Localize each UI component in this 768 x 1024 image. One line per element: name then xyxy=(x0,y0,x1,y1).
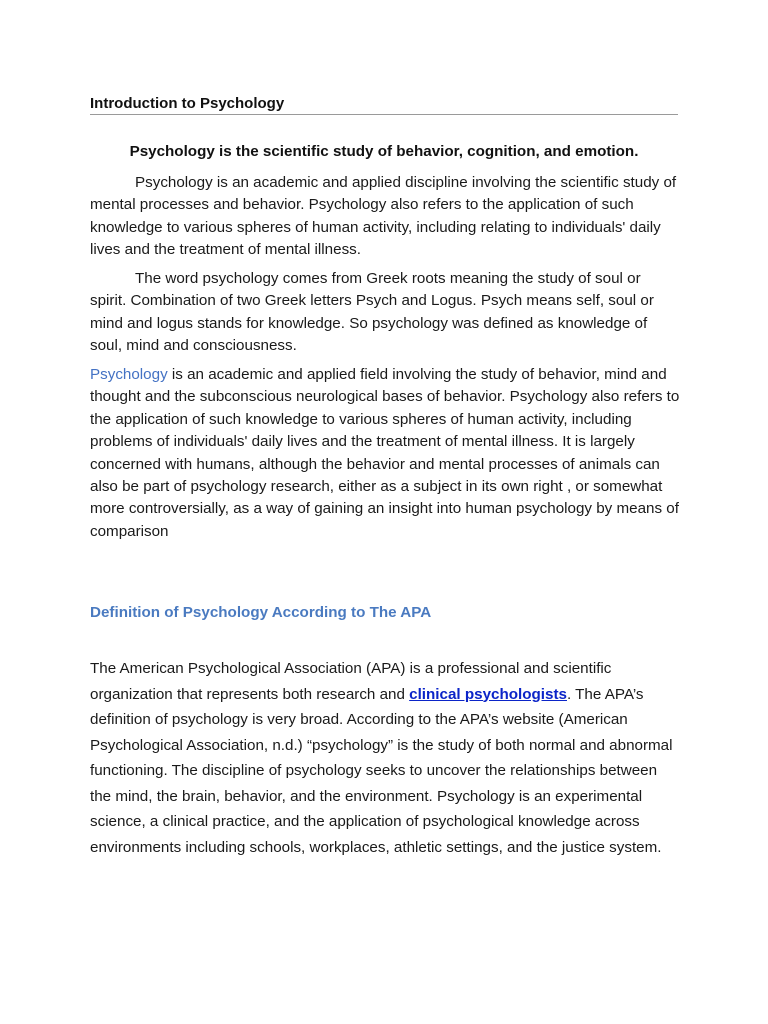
document-subtitle: Psychology is the scientific study of behavior, cognition, and emotion. xyxy=(129,143,639,160)
paragraph-applied-field xyxy=(90,364,680,543)
paragraph-apa-definition xyxy=(90,656,678,860)
paragraph-applied-field-text: is an academic and applied field involving the study of behavior, mind and thought and the subconscious neurological bases of behavior. Psychology also refers to the application of such knowledge to various spheres of human activity, including problems of individuals' daily lives and the treatment of mental illness. It is largely concerned with humans, although the behavior and mental processes of animals can also be part of psychology research, either as a subject in its own right , or somewhat more controversially, as a way of gaining an insight into human psychology by means of comparison xyxy=(90,366,680,540)
title-underline-rule xyxy=(90,114,678,115)
apa-definition-heading: Definition of Psychology According to The APA xyxy=(90,604,432,621)
psychology-link[interactable]: Psychology xyxy=(90,366,168,383)
document-title: Introduction to Psychology xyxy=(90,95,285,112)
paragraph-academic-discipline: Psychology is an academic and applied discipline involving the scientific study of mental processes and behavior. Psychology also refers to the application of such knowledge to various spheres of human activity, including relating to individuals' daily lives and the treatment of mental illness. xyxy=(90,174,677,259)
clinical-psychologists-link[interactable]: clinical psychologists xyxy=(409,685,567,703)
apa-text-after-link: . The APA’s definition of psychology is very broad. According to the APA’s website (American Psychological Association, n.d.) “psychology” is the study of both normal and abnormal functioning. The discipline of psychology seeks to uncover the relationships between the mind, the brain, behavior, and the environment. Psychology is an experimental science, a clinical practice, and the application of psychological knowledge across environments including schools, workplaces, athletic settings, and the justice system. xyxy=(90,685,673,856)
apa-text-before-link: The American Psychological Association (APA) is a professional and scientific organization that represents both research and xyxy=(90,660,612,703)
paragraph-greek-roots: The word psychology comes from Greek roots meaning the study of soul or spirit. Combination of two Greek letters Psych and Logus. Psych means self, soul or mind and logus stands for knowledge. So psychology was defined as knowledge of soul, mind and consciousness. xyxy=(90,270,654,355)
